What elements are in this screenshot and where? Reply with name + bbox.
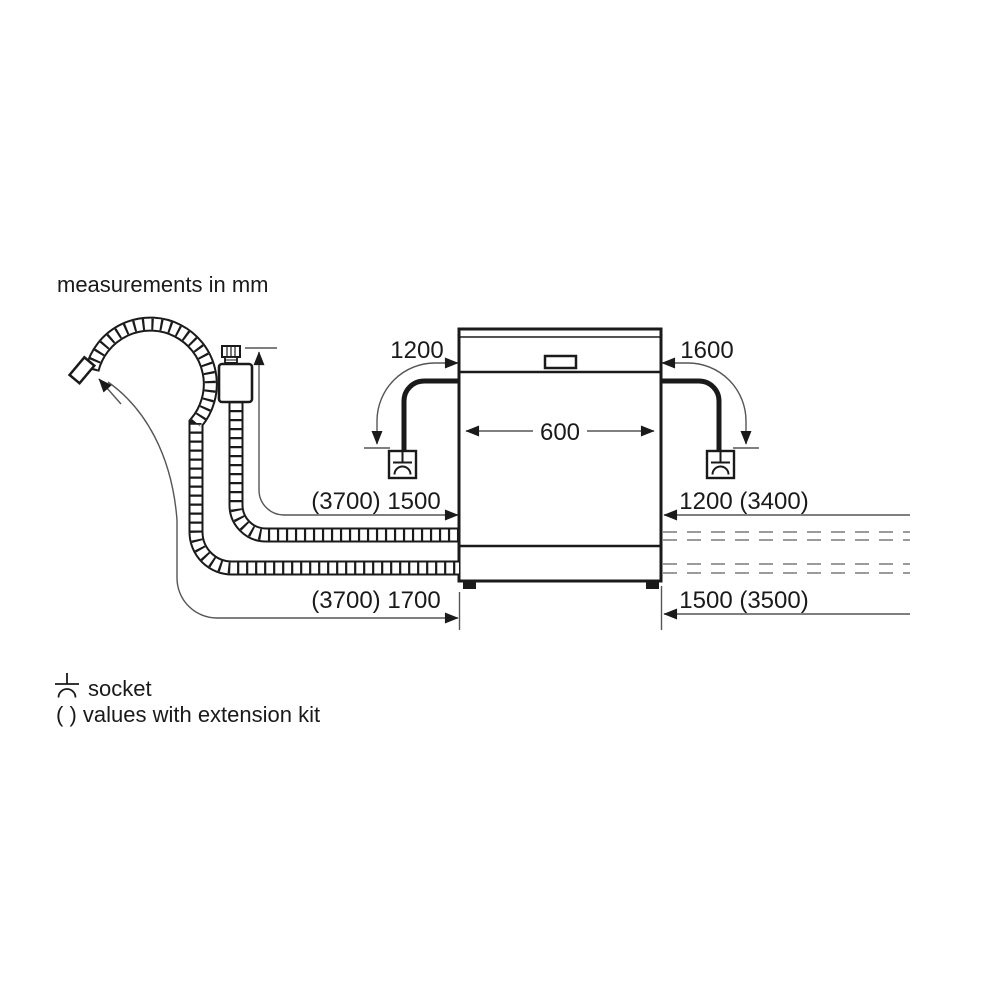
dim-cord-left-label: 1200: [390, 337, 444, 364]
door-handle: [545, 356, 576, 368]
dim-left-upper-label: (3700) 1500: [311, 488, 441, 515]
dim-left-lower-label: (3700) 1700: [311, 587, 441, 614]
dim-cord-right-label: 1600: [680, 337, 734, 364]
dim-width-label: 600: [539, 419, 581, 446]
drain-hose-end-fitting: [70, 357, 95, 383]
legend-extension-label: ( ) values with extension kit: [56, 702, 321, 727]
foot-left: [463, 581, 476, 589]
power-cord-right: [661, 381, 719, 450]
dim-cord-left-arrow: [377, 363, 458, 444]
socket-icon-left: [389, 451, 416, 478]
dim-right-lower-label: 1500 (3500): [679, 587, 809, 614]
legend-socket-label: socket: [88, 676, 152, 701]
aquastop-icon: [219, 346, 252, 402]
power-cord-left: [404, 381, 459, 450]
socket-icon-right: [707, 451, 734, 478]
socket-icon-legend: [55, 673, 79, 698]
dim-cord-right-arrow: [662, 363, 746, 444]
foot-right: [646, 581, 659, 589]
dim-right-upper-label: 1200 (3400): [679, 488, 809, 515]
units-note: measurements in mm: [57, 272, 269, 297]
